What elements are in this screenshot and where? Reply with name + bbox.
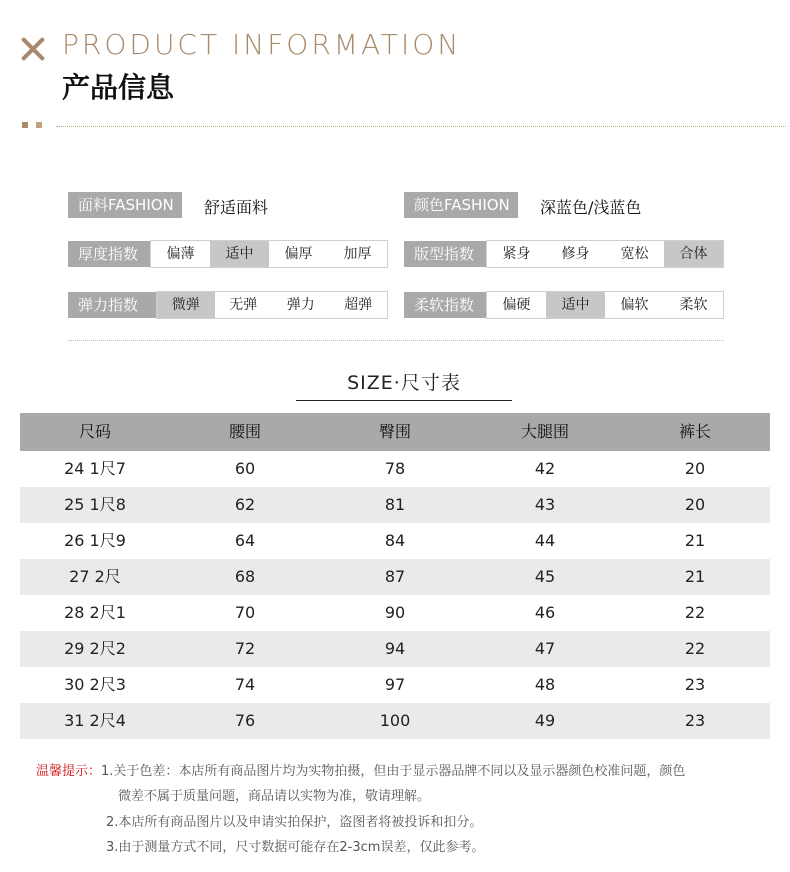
thickness-option: 加厚 bbox=[343, 246, 372, 262]
table-row bbox=[20, 451, 770, 487]
table-cell: 64 bbox=[234, 531, 256, 550]
table-cell: 44 bbox=[534, 531, 556, 550]
notes-label: 温馨提示： bbox=[36, 764, 102, 779]
thickness-option: 偏厚 bbox=[284, 246, 313, 262]
thickness-label: 厚度指数 bbox=[68, 241, 150, 267]
table-row bbox=[20, 559, 770, 595]
fit-option: 宽松 bbox=[620, 246, 649, 262]
table-cell: 76 bbox=[234, 711, 256, 730]
elasticity-option: 超弹 bbox=[344, 297, 373, 313]
size-title-underline bbox=[296, 400, 512, 401]
table-cell: 84 bbox=[384, 531, 406, 550]
table-header-row bbox=[20, 413, 770, 451]
table-cell: 20 bbox=[684, 459, 706, 478]
table-header-cell: 尺码 bbox=[78, 422, 111, 441]
table-row bbox=[20, 595, 770, 631]
english-title: PRODUCT INFORMATION bbox=[62, 28, 462, 61]
table-cell: 62 bbox=[234, 495, 256, 514]
softness-options bbox=[486, 291, 724, 319]
table-cell: 22 bbox=[684, 639, 706, 658]
note-line-2: 2.本店所有商品图片以及申请实拍保护，盗图者将被投诉和扣分。 bbox=[106, 815, 483, 830]
fit-label: 版型指数 bbox=[404, 241, 486, 267]
table-cell: 70 bbox=[234, 603, 256, 622]
table-header-cell: 大腿围 bbox=[520, 422, 569, 441]
table-cell: 20 bbox=[684, 495, 706, 514]
table-cell: 60 bbox=[234, 459, 256, 478]
softness-option: 偏硬 bbox=[502, 297, 531, 313]
table-cell: 30 2尺3 bbox=[64, 675, 126, 694]
size-table bbox=[20, 413, 770, 739]
table-cell: 48 bbox=[534, 675, 556, 694]
table-cell: 78 bbox=[384, 459, 406, 478]
table-cell: 97 bbox=[384, 675, 406, 694]
table-cell: 72 bbox=[234, 639, 256, 658]
softness-option: 柔软 bbox=[679, 297, 708, 313]
table-cell: 31 2尺4 bbox=[64, 711, 126, 730]
table-row bbox=[20, 523, 770, 559]
table-cell: 81 bbox=[384, 495, 406, 514]
elasticity-option-selected: 微弹 bbox=[157, 292, 215, 318]
table-cell: 46 bbox=[534, 603, 556, 622]
note-line-1-cont: 微差不属于质量问题，商品请以实物为准，敬请理解。 bbox=[118, 789, 431, 804]
table-header-cell: 臀围 bbox=[378, 422, 411, 441]
table-row bbox=[20, 667, 770, 703]
thickness-option: 偏薄 bbox=[166, 246, 195, 262]
table-cell: 45 bbox=[534, 567, 556, 586]
table-cell: 42 bbox=[534, 459, 556, 478]
thickness-option-selected: 适中 bbox=[210, 241, 269, 267]
table-row bbox=[20, 631, 770, 667]
table-header-cell: 裤长 bbox=[678, 422, 711, 441]
table-cell: 94 bbox=[384, 639, 406, 658]
table-cell: 22 bbox=[684, 603, 706, 622]
table-cell: 29 2尺2 bbox=[64, 639, 126, 658]
fit-option: 紧身 bbox=[502, 246, 531, 262]
table-cell: 23 bbox=[684, 675, 706, 694]
table-cell: 47 bbox=[534, 639, 556, 658]
section-divider bbox=[68, 340, 724, 341]
table-cell: 27 2尺 bbox=[69, 567, 121, 586]
softness-label: 柔软指数 bbox=[404, 292, 486, 318]
thickness-options bbox=[150, 240, 388, 268]
softness-option: 偏软 bbox=[620, 297, 649, 313]
table-cell: 49 bbox=[534, 711, 556, 730]
note-line-1: 1.关于色差：本店所有商品图片均为实物拍摄，但由于显示器品牌不同以及显示器颜色校准问题，颜色 bbox=[101, 764, 686, 779]
size-table-title: SIZE·尺寸表 bbox=[347, 372, 461, 394]
table-cell: 24 1尺7 bbox=[64, 459, 126, 478]
table-cell: 23 bbox=[684, 711, 706, 730]
elasticity-label: 弹力指数 bbox=[68, 292, 156, 318]
table-cell: 43 bbox=[534, 495, 556, 514]
table-header-cell: 腰围 bbox=[228, 422, 261, 441]
table-cell: 100 bbox=[379, 711, 411, 730]
table-cell: 87 bbox=[384, 567, 406, 586]
fit-option: 修身 bbox=[561, 246, 590, 262]
table-cell: 21 bbox=[684, 531, 706, 550]
table-cell: 25 1尺8 bbox=[64, 495, 126, 514]
fit-options bbox=[486, 240, 724, 268]
table-cell: 26 1尺9 bbox=[64, 531, 126, 550]
elasticity-option: 无弹 bbox=[229, 297, 258, 313]
softness-option-selected: 适中 bbox=[546, 292, 605, 318]
elasticity-options bbox=[156, 291, 388, 319]
chinese-title: 产品信息 bbox=[62, 71, 175, 104]
x-mark-icon bbox=[20, 36, 46, 62]
table-row bbox=[20, 487, 770, 523]
decorative-divider bbox=[22, 122, 786, 128]
fabric-label: 面料FASHION bbox=[68, 192, 182, 218]
table-cell: 68 bbox=[234, 567, 256, 586]
color-value: 深蓝色/浅蓝色 bbox=[540, 198, 642, 217]
table-row bbox=[20, 703, 770, 739]
table-cell: 21 bbox=[684, 567, 706, 586]
color-label: 颜色FASHION bbox=[404, 192, 518, 218]
table-cell: 90 bbox=[384, 603, 406, 622]
table-cell: 74 bbox=[234, 675, 256, 694]
note-line-3: 3.由于测量方式不同，尺寸数据可能存在2-3cm误差，仅此参考。 bbox=[106, 840, 485, 855]
fabric-value: 舒适面料 bbox=[204, 198, 269, 217]
table-cell: 28 2尺1 bbox=[64, 603, 126, 622]
fit-option-selected: 合体 bbox=[664, 241, 723, 267]
elasticity-option: 弹力 bbox=[286, 297, 315, 313]
